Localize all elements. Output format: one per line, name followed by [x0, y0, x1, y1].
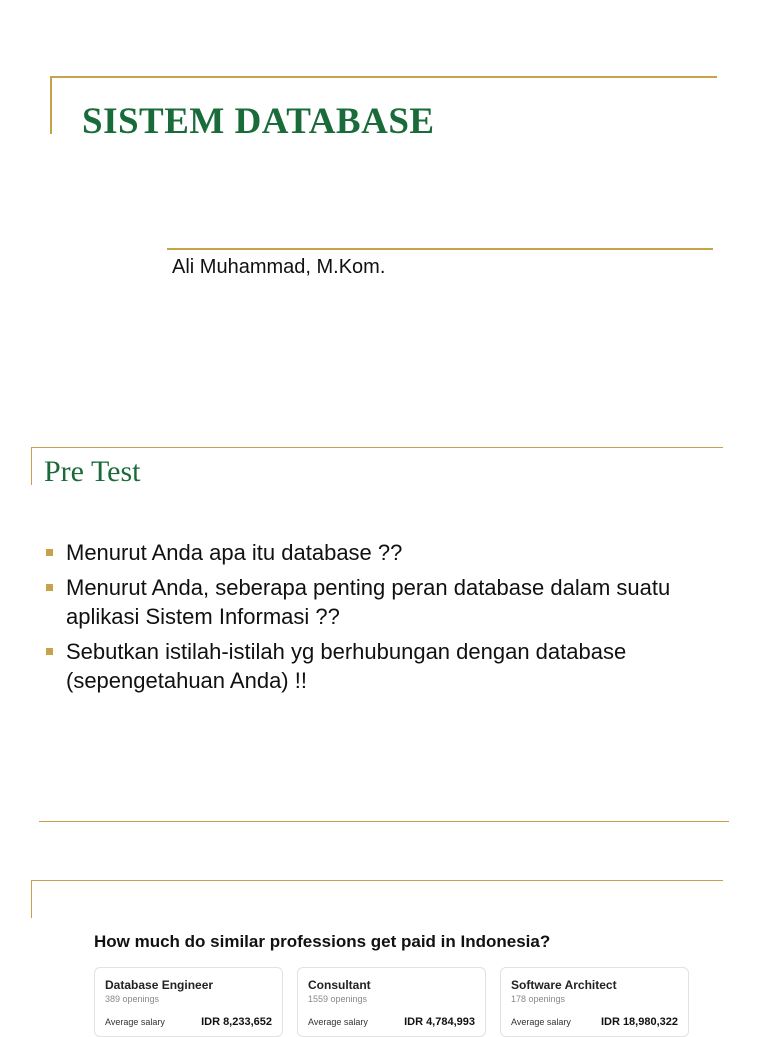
slide1-top-rule	[51, 76, 717, 78]
salary-card-title: Consultant	[308, 978, 371, 992]
pretest-question-text: Sebutkan istilah-istilah yg berhubungan dengan database (sepengetahuan Anda) !!	[66, 638, 627, 693]
square-bullet-icon	[46, 584, 53, 591]
salary-card-amount: IDR 8,233,652	[201, 1016, 272, 1028]
slide1-author-rule	[167, 248, 713, 250]
slide1-left-rule	[50, 76, 52, 134]
salary-card-openings: 1559 openings	[308, 994, 368, 1004]
slide1-author: Ali Muhammad, M.Kom.	[172, 256, 386, 278]
pretest-question	[44, 637, 704, 696]
slide3-top-rule	[32, 880, 723, 881]
salary-card-amount: IDR 18,980,322	[600, 1016, 678, 1028]
salary-heading: How much do similar professions get paid in Indonesia?	[94, 932, 551, 951]
slide2-left-rule	[31, 447, 32, 485]
slide2-title: Pre Test	[44, 455, 141, 488]
slide2-top-rule	[32, 447, 723, 448]
salary-card-software-architect	[500, 967, 689, 1037]
salary-card-amount: IDR 4,784,993	[404, 1016, 475, 1028]
salary-card-openings: 178 openings	[511, 994, 566, 1004]
pretest-question-list	[44, 538, 704, 701]
pretest-question	[44, 573, 704, 632]
salary-card-consultant	[297, 967, 486, 1037]
pretest-question-text: Menurut Anda, seberapa penting peran database dalam suatu aplikasi Sistem Informasi ??	[66, 574, 671, 629]
pretest-question	[44, 538, 704, 568]
square-bullet-icon	[46, 648, 53, 655]
pretest-question-text: Menurut Anda apa itu database ??	[66, 540, 403, 565]
slide2-bottom-rule	[39, 821, 729, 822]
salary-card-avg-label: Average salary	[511, 1017, 571, 1027]
salary-card-database-engineer	[94, 967, 283, 1037]
salary-card-openings: 389 openings	[105, 994, 160, 1004]
salary-card-avg-label: Average salary	[105, 1017, 165, 1027]
salary-card-title: Database Engineer	[105, 978, 214, 992]
slide3-left-rule	[31, 880, 32, 918]
salary-card-avg-label: Average salary	[308, 1017, 368, 1027]
salary-card-title: Software Architect	[511, 978, 617, 992]
slide1-title: SISTEM DATABASE	[82, 101, 435, 142]
square-bullet-icon	[46, 549, 53, 556]
